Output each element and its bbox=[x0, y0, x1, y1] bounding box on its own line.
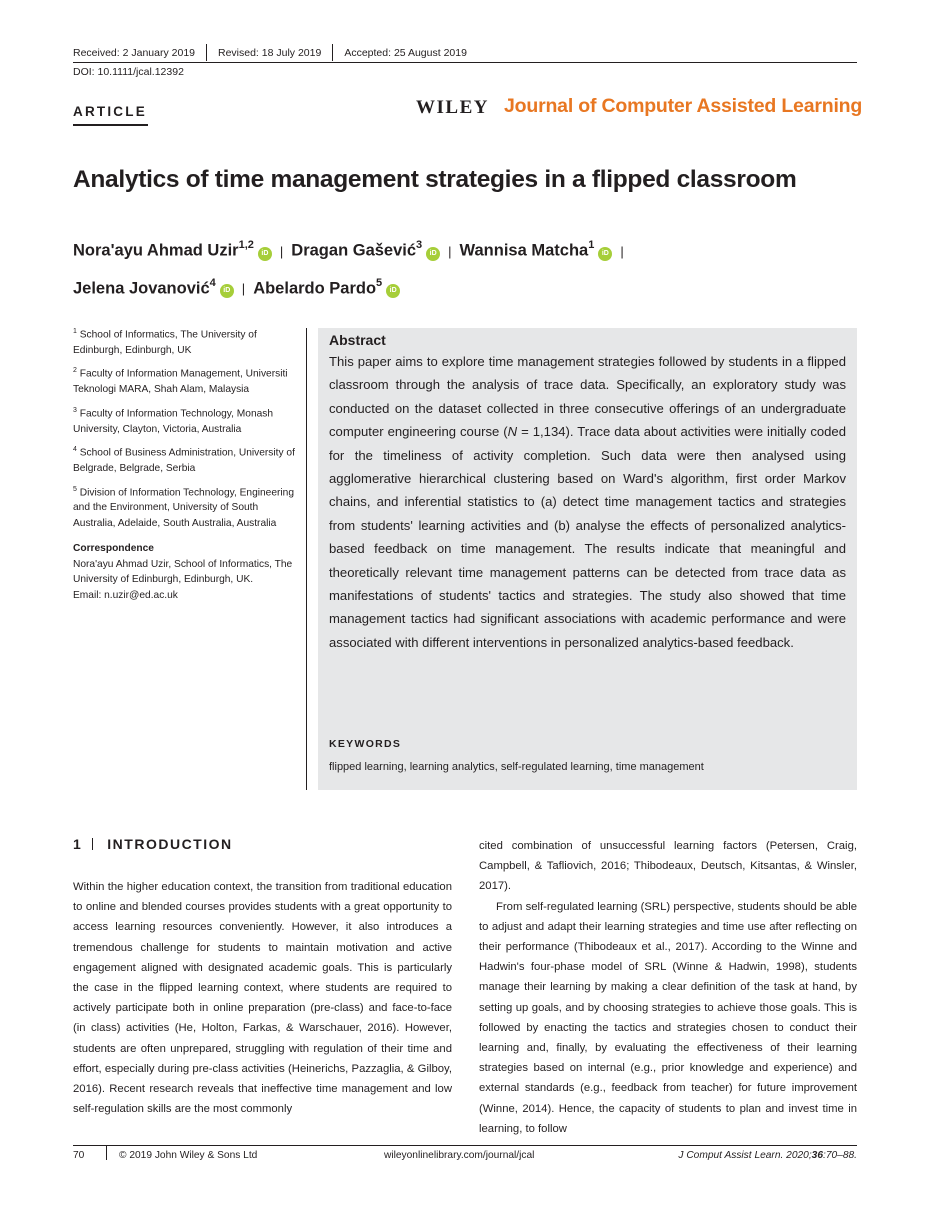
orcid-icon[interactable]: iD bbox=[426, 247, 440, 261]
divider bbox=[92, 838, 93, 850]
citation-volume: 36 bbox=[811, 1150, 823, 1161]
author-name[interactable]: Jelena Jovanović bbox=[73, 279, 210, 297]
section-number: 1 bbox=[73, 836, 83, 852]
affiliation-number: 2 bbox=[73, 367, 77, 375]
affiliation-text: Faculty of Information Technology, Monash University, Clayton, Victoria, Australia bbox=[73, 408, 274, 435]
affiliation-item bbox=[73, 324, 298, 358]
affiliation-item bbox=[73, 363, 298, 397]
affiliations bbox=[73, 324, 298, 603]
orcid-icon[interactable]: iD bbox=[258, 247, 272, 261]
affiliation-item bbox=[73, 403, 298, 437]
author-separator: | bbox=[620, 243, 624, 259]
paragraph: From self-regulated learning (SRL) perspective, students should be able to adjust and adapt their learning strategies and time use after reflecting on their performance (Thibodeaux et al., 2017). According to the Winne and Hadwin's four-phase model of SRL (Winne & Hadwin, 1998), students manage their learning by making a clear definition of the task at hand, by setting up goals, and by choosing strategies to achieve those goals. This is followed by enacting the tactics and strategies chosen to conduct their learning and, finally, by evaluating the effectiveness of their learning strategies based on internal (e.g., prior knowledge and experience) and external standards (e.g., feedback from teacher) for future improvement (Winne, 2014). Hence, the capacity of students to plan and invest time in learning, to follow bbox=[479, 900, 857, 1135]
divider bbox=[206, 44, 207, 61]
affiliation-text: Division of Information Technology, Engineering and the Environment, University of South Australia, Adelaide, South Australia, Australia bbox=[73, 486, 294, 529]
author-list bbox=[73, 230, 873, 305]
affiliation-number: 5 bbox=[73, 485, 77, 493]
affiliation-text: School of Business Administration, University of Belgrade, Belgrade, Serbia bbox=[73, 447, 295, 475]
author-name[interactable]: Nora'ayu Ahmad Uzir bbox=[73, 241, 239, 260]
author-affil-sup: 1,2 bbox=[238, 239, 254, 251]
author-separator: | bbox=[241, 281, 246, 296]
body-column-right bbox=[479, 836, 857, 1139]
page-footer bbox=[73, 1145, 857, 1171]
correspondence-text: Nora'ayu Ahmad Uzir, School of Informatics, The University of Edinburgh, Edinburgh, UK. bbox=[73, 558, 293, 586]
citation-part: 2020; bbox=[783, 1150, 812, 1161]
author-name[interactable]: Wannisa Matcha bbox=[459, 241, 589, 260]
copyright: © 2019 John Wiley & Sons Ltd bbox=[119, 1150, 258, 1161]
author-affil-sup: 4 bbox=[209, 276, 216, 289]
author-affil-sup: 1 bbox=[588, 239, 595, 251]
author-name[interactable]: Abelardo Pardo bbox=[253, 279, 377, 297]
journal-url[interactable]: wileyonlinelibrary.com/journal/jcal bbox=[384, 1150, 535, 1161]
paragraph: cited combination of unsuccessful learning factors (Petersen, Craig, Campbell, & Tafliovich, 2016; Thibodeaux, Deutsch, Kitsantas, & Winsler, 2017). bbox=[479, 840, 857, 893]
article-type-label: ARTICLE bbox=[73, 104, 147, 119]
revised-date: Revised: 18 July 2019 bbox=[218, 47, 322, 59]
citation bbox=[678, 1150, 857, 1161]
divider bbox=[106, 1146, 107, 1160]
citation-part: J Comput Assist Learn. bbox=[678, 1150, 784, 1161]
publisher-logo: WILEY bbox=[416, 97, 489, 118]
article-title: Analytics of time management strategies in a flipped classroom bbox=[73, 166, 797, 193]
abstract-text-part: N bbox=[507, 424, 518, 440]
author-separator: | bbox=[279, 243, 284, 259]
section-title: INTRODUCTION bbox=[107, 836, 233, 852]
divider bbox=[332, 44, 333, 61]
keywords-list: flipped learning, learning analytics, self-regulated learning, time management bbox=[329, 761, 704, 773]
journal-name: Journal of Computer Assisted Learning bbox=[504, 95, 863, 117]
divider bbox=[73, 124, 148, 126]
doi[interactable]: DOI: 10.1111/jcal.12392 bbox=[73, 66, 184, 78]
orcid-icon[interactable]: iD bbox=[386, 284, 400, 298]
author-affil-sup: 5 bbox=[376, 276, 383, 289]
affiliation-number: 1 bbox=[73, 328, 77, 335]
citation-part: :70–88. bbox=[823, 1150, 857, 1161]
affiliation-text: School of Informatics, The University of Edinburgh, Edinburgh, UK bbox=[73, 329, 257, 356]
orcid-icon[interactable]: iD bbox=[598, 247, 612, 261]
author-affil-sup: 3 bbox=[416, 239, 423, 251]
abstract-text bbox=[329, 350, 846, 654]
affiliation-text: Faculty of Information Management, Universiti Teknologi MARA, Shah Alam, Malaysia bbox=[73, 368, 288, 396]
abstract-heading: Abstract bbox=[329, 332, 386, 348]
correspondence-heading: Correspondence bbox=[73, 543, 154, 555]
paragraph: Within the higher education context, the transition from traditional education to online and blended courses provides students with a great opportunity to access learning resources conveniently. However, it also introduces a tremendous challenge for students to maintain motivation and active engagement aligned with designated academic goals. This is particularly the case in the flipped learning context, where students are required to actively participate both in online preparation (pre-class) and face-to-face (in class) activities (He, Holton, Farkas, & Warschauer, 2016). However, students are often unprepared, struggling with regulation of their time and effort, especially during pre-class activities (Heinerichs, Pazzaglia, & Gilboy, 2016). Recent research reveals that ineffective time management and low self-regulation skills are the most commonly bbox=[73, 881, 452, 1116]
accepted-date: Accepted: 25 August 2019 bbox=[344, 47, 467, 59]
author-name[interactable]: Dragan Gašević bbox=[291, 241, 417, 260]
correspondence-email[interactable]: Email: n.uzir@ed.ac.uk bbox=[73, 589, 178, 601]
received-date: Received: 2 January 2019 bbox=[73, 47, 195, 59]
abstract-text-part: This paper aims to explore time management strategies followed by students in a flipped classroom through the analysis of trace data. Specifically, an exploratory study was conducted on the dataset collected in three consecutive offerings of an undergraduate computer engineering course ( bbox=[329, 354, 846, 440]
author-separator: | bbox=[448, 243, 452, 259]
affiliation-item bbox=[73, 442, 298, 476]
affiliation-number: 4 bbox=[73, 446, 77, 454]
page-number: 70 bbox=[73, 1150, 85, 1161]
dates-bar bbox=[73, 44, 857, 63]
divider bbox=[306, 328, 307, 790]
abstract-box bbox=[318, 328, 857, 790]
keywords-heading: KEYWORDS bbox=[329, 738, 402, 750]
affiliation-number: 3 bbox=[73, 406, 77, 414]
section-heading bbox=[73, 836, 233, 852]
abstract-text-part: = 1,134). Trace data about activities were initially coded for the timeliness of activity completion. Such data were then analysed using agglomerative hierarchical clustering based on Ward's algorithm, first order Markov chains, and inferential statistics to (a) detect time management tactics and strategies from students' learning activities and (b) analyse the effects of personalized analytics-based feedback on time management. The results indicate that meaningful and theoretically relevant time management patterns can be detected from trace data as manifestations of students' tactics and strategies. The study also showed that time management tactics had significant associations with academic performance and were associated with different interventions in personalized analytics-based feedback. bbox=[329, 424, 846, 650]
body-column-left bbox=[73, 877, 452, 1119]
orcid-icon[interactable]: iD bbox=[220, 284, 234, 298]
affiliation-item bbox=[73, 482, 298, 532]
